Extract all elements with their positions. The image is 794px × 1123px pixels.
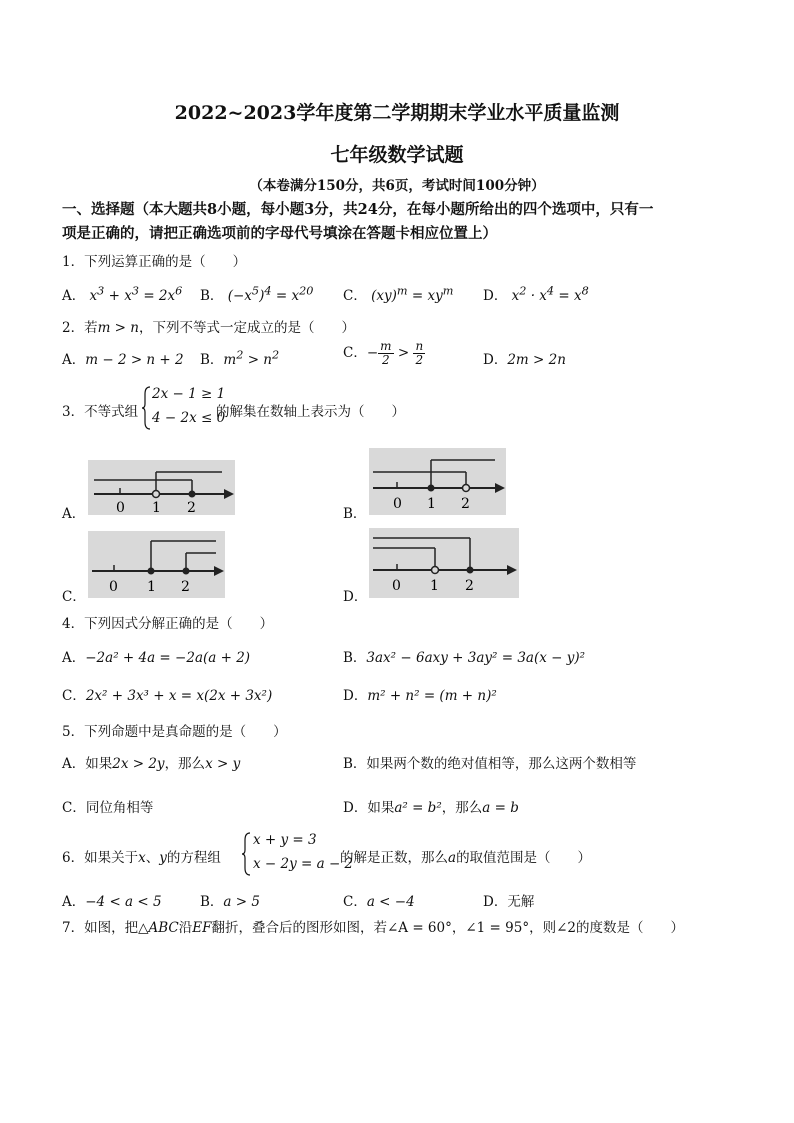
q5-option-a[interactable]	[62, 752, 240, 772]
q6-mid: 的方程组	[166, 850, 221, 866]
q3-numberline-b[interactable]	[369, 448, 506, 515]
q4-option-b[interactable]	[343, 646, 585, 666]
q6-x: x	[138, 850, 146, 866]
q3-system-eq2: 4 − 2x ≤ 0	[152, 410, 226, 426]
q4-d-expr: m² + n² = (m + n)²	[367, 688, 497, 704]
section-heading-line1: 一、选择题（本大题共8小题，每小题3分，共24分，在每小题所给出的四个选项中，只有一	[62, 201, 654, 218]
q5-option-c[interactable]: C．同位角相等	[62, 800, 154, 816]
q5-d-mid: ，那么	[441, 800, 483, 816]
q4-b-label: B．	[343, 650, 367, 666]
q2-stem-post: ，下列不等式一定成立的是（ ）	[138, 320, 355, 336]
q2-stem	[62, 316, 355, 336]
q3-option-c-label[interactable]: C．	[62, 589, 86, 605]
q6-y: y	[159, 850, 167, 866]
q3-numberline-a-svg	[88, 460, 235, 515]
q4-c-label: C．	[62, 688, 86, 704]
q3-stem-post: 的解集在数轴上表示为（ ）	[216, 404, 405, 420]
q7-ef: EF	[192, 920, 212, 936]
q5-d-math1: a² = b²	[394, 800, 442, 816]
q3a-tick-1: 1	[152, 500, 161, 515]
q7-post: 翻折，叠合后的图形如图，若∠A = 60°，∠1 = 95°，则∠2的度数是（ ）	[211, 920, 684, 936]
q3-system-eq1: 2x − 1 ≥ 1	[152, 386, 226, 402]
q6-a-var: a	[448, 850, 457, 866]
q6-system-brace	[242, 832, 252, 876]
q6-stem-pre	[62, 846, 221, 866]
q5-a-pre: A．如果	[62, 756, 113, 772]
q3-option-a-label[interactable]: A．	[62, 506, 86, 522]
q2-c-expr: − $\frac{m}{2}$ > $\frac{n}{2}$	[366, 339, 424, 367]
q3c-tick-1: 1	[147, 579, 156, 595]
q1-d-label: D．	[483, 288, 508, 304]
q3-numberline-d-svg	[369, 528, 519, 598]
q1-a-expr: $x^3 + x^3 = 2x^6$	[89, 284, 183, 304]
q4-option-a[interactable]	[62, 646, 250, 666]
q5-d-pre: D．如果	[343, 800, 395, 816]
q3-numberline-c-svg	[88, 531, 225, 598]
q2-option-a[interactable]	[62, 348, 184, 368]
q3b-tick-0: 0	[393, 496, 402, 512]
q1-b-label: B．	[200, 288, 224, 304]
q6-a-expr: −4 < a < 5	[85, 894, 162, 910]
section-heading-line2: 项是正确的，请把正确选项前的字母代号填涂在答题卡相应位置上）	[62, 225, 497, 242]
q3-numberline-c[interactable]	[88, 531, 225, 598]
q6-c-expr: a < −4	[366, 894, 415, 910]
q1-a-label: A．	[62, 288, 86, 304]
q5-option-d[interactable]	[343, 796, 519, 816]
q6-option-a[interactable]	[62, 890, 162, 910]
q5-a-math2: x > y	[205, 756, 241, 772]
q3c-tick-0: 0	[109, 579, 118, 595]
q6-post2: 的取值范围是（ ）	[456, 850, 592, 866]
q6-system-eq2: x − 2y = a − 2	[253, 856, 354, 872]
exam-subtitle: 七年级数学试题	[330, 144, 464, 166]
q2-option-d[interactable]	[483, 348, 566, 368]
q3c-tick-2: 2	[181, 579, 190, 595]
q4-d-label: D．	[343, 688, 368, 704]
q4-a-label: A．	[62, 650, 86, 666]
q1-option-c[interactable]	[343, 284, 453, 304]
q6-sep: 、	[145, 850, 160, 866]
q6-pre: 6．如果关于	[62, 850, 139, 866]
q6-system-eq1: x + y = 3	[253, 832, 317, 848]
exam-note: （本卷满分150分，共6页，考试时间100分钟）	[249, 178, 545, 194]
q6-stem-post	[340, 846, 591, 866]
q3d-tick-2: 2	[465, 578, 474, 594]
q2-option-b[interactable]	[200, 348, 279, 368]
q3-system-brace	[142, 386, 152, 430]
q5-d-math2: a = b	[482, 800, 519, 816]
q2-c-label: C．	[343, 345, 367, 361]
q6-b-label: B．	[200, 894, 224, 910]
q1-option-d[interactable]	[483, 284, 589, 304]
q5-a-math1: 2x > 2y	[112, 756, 165, 772]
q1-c-expr: $(xy)^m = xy^m$	[371, 284, 454, 304]
q2-d-label: D．	[483, 352, 508, 368]
q2-a-label: A．	[62, 352, 86, 368]
q6-option-b[interactable]	[200, 890, 260, 910]
q2-b-label: B．	[200, 352, 224, 368]
q6-option-c[interactable]	[343, 890, 415, 910]
q1-b-expr: $(-x^5)^4 = x^{20}$	[227, 284, 314, 304]
q3-numberline-d[interactable]	[369, 528, 519, 598]
q4-b-expr: 3ax² − 6axy + 3ay² = 3a(x − y)²	[366, 650, 586, 666]
q1-c-label: C．	[343, 288, 367, 304]
q6-a-label: A．	[62, 894, 86, 910]
q5-stem: 5．下列命题中是真命题的是（ ）	[62, 724, 287, 740]
q2-a-expr: m − 2 > n + 2	[85, 352, 184, 368]
q7-along: 沿	[178, 920, 193, 936]
q1-option-a[interactable]	[62, 284, 182, 304]
q3d-tick-0: 0	[392, 578, 401, 594]
q3-numberline-a[interactable]	[88, 460, 235, 515]
q3-option-d-label[interactable]: D．	[343, 589, 368, 605]
q6-option-d[interactable]: D．无解	[483, 894, 535, 910]
q4-c-expr: 2x² + 3x³ + x = x(2x + 3x²)	[85, 688, 273, 704]
q2-d-expr: 2m > 2n	[507, 352, 566, 368]
q4-stem: 4．下列因式分解正确的是（ ）	[62, 616, 274, 632]
q6-post1: 的解是正数，那么	[340, 850, 448, 866]
q2-stem-math: m > n	[97, 320, 139, 336]
q3a-tick-2: 2	[187, 500, 196, 515]
q2-option-c[interactable]	[343, 340, 425, 367]
q4-option-d[interactable]	[343, 684, 497, 704]
q7-stem	[62, 916, 684, 936]
q6-c-label: C．	[343, 894, 367, 910]
q7-abc: ABC	[148, 920, 179, 936]
q1-stem: 1．下列运算正确的是（ ）	[62, 254, 247, 270]
q1-option-b[interactable]	[200, 284, 313, 304]
q3d-tick-1: 1	[430, 578, 439, 594]
q4-a-expr: −2a² + 4a = −2a(a + 2)	[85, 650, 251, 666]
q2-b-expr: $m^2 > n^2$	[223, 348, 280, 368]
q5-a-mid: ，那么	[164, 756, 206, 772]
q3-stem-pre: 3．不等式组	[62, 404, 139, 420]
exam-title: 2022~2023学年度第二学期期末学业水平质量监测	[174, 102, 620, 124]
q7-pre: 7．如图，把△	[62, 920, 149, 936]
q2-stem-pre: 2．若	[62, 320, 98, 336]
q3-numberline-b-svg	[369, 448, 506, 515]
q3-option-b-label[interactable]: B．	[343, 506, 367, 522]
q6-b-expr: a > 5	[223, 894, 260, 910]
q3b-tick-1: 1	[427, 496, 436, 512]
q1-d-expr: $x^2 \cdot x^4 = x^8$	[511, 284, 589, 304]
q3a-tick-0: 0	[116, 500, 125, 515]
q4-option-c[interactable]	[62, 684, 272, 704]
q3b-tick-2: 2	[461, 496, 470, 512]
q5-option-b[interactable]: B．如果两个数的绝对值相等，那么这两个数相等	[343, 756, 637, 772]
